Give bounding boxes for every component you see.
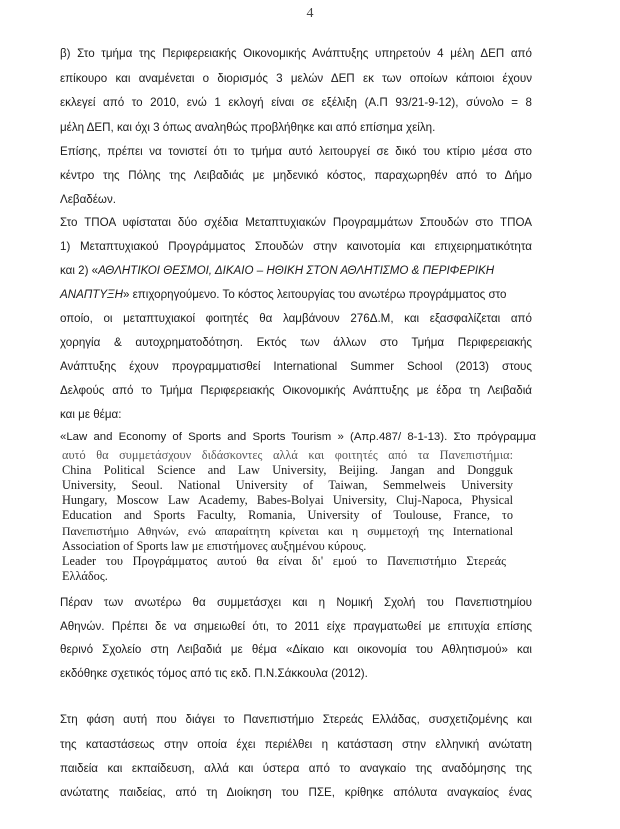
text-fragment: » επιχορηγούμενο. Το κόστος λειτουργίας του ανωτέρω προγράμματος στο [122,288,507,301]
text-line: Επίσης, πρέπει να τονιστεί ότι το τμήμα αυτό λειτουργεί σε δικό του κτίριο μέσα στο [60,145,532,158]
text-line: ανώτατης παιδείας, από τη Διοίκηση του ΠΣΕ, κρίθηκε απόλυτα αναγκαίος ένας [60,786,532,799]
text-line [60,264,494,277]
text-line: «Law and Economy of Sports and Sports Tourism » (Απρ.487/ 8-1-13). Στο πρόγραμμα [60,431,536,443]
text-line: κέντρο της Πόλης της Λειβαδιάς με μηδενικό κόστος, παραχωρηθέν από το Δήμο [60,169,532,182]
program-title: ΑΘΛΗΤΙΚΟΙ ΘΕΣΜΟΙ, ΔΙΚΑΙΟ – ΗΘΙΚΗ ΣΤΟΝ ΑΘΛΗΤΙΣΜΟ & ΠΕΡΙΦΕΡΙΚΗ [98,264,495,277]
text-line: China Political Science and Law University, Beijing. Jangan and Dongguk [62,463,513,477]
text-line: Πέραν των ανωτέρω θα συμμετάσχει και η Νομική Σχολή του Πανεπιστημίου [60,596,532,609]
text-line: μέλη ΔΕΠ, και όχι 3 όπως αναληθώς προβλήθηκε και από επίσημα χείλη. [60,121,436,134]
text-line [60,288,507,301]
text-line: Πανεπιστήμιο Αθηνών, ενώ απαραίτητη κρίνεται και η συμμετοχή της International [62,524,513,538]
text-line: Στο ΤΠΟΑ υφίσταται δύο σχέδια Μεταπτυχιακών Προγραμμάτων Σπουδών στο ΤΠΟΑ [60,216,532,229]
text-line: Education and Sports Faculty, Romania, University of Toulouse, France, το [62,508,513,522]
text-line: εκλεγεί από το 2010, ενώ 1 εκλογή είναι σε εξέλιξη (Α.Π 93/21-9-12), σύνολο = 8 [60,96,532,109]
page-number: 4 [306,6,314,21]
text-line: θερινό Σχολείο στη Λειβαδιά με θέμα «Δίκαιο και οικονομία του Αθλητισμού» και [60,643,532,656]
text-line: Αθηνών. Πρέπει δε να σημειωθεί ότι, το 2011 είχε πραγματωθεί με επιτυχία επίσης [60,620,532,633]
text-line: 1) Μεταπτυχιακού Προγράμματος Σπουδών στην καινοτομία και επιχειρηματικότητα [60,240,532,253]
program-title: ΑΝΑΠΤΥΞΗ [60,288,123,301]
text-fragment: και 2) « [60,264,99,277]
text-line: επίκουρο και αναμένεται ο διορισμός 3 μελών ΔΕΠ εκ των οποίων κάποιοι έχουν [60,72,532,85]
text-line: Λεβαδέων. [60,193,116,206]
text-line: Leader του Προγράμματος αυτού θα είναι δι' εμού το Πανεπιστήμιο Στερεάς [62,554,506,568]
text-line: Association of Sports law με επιστήμονες αυξημένου κύρους. [62,539,367,553]
text-line: της καταστάσεως στην οποία έχει περιέλθει η κατάσταση στην ελληνική ανώτατη [60,738,532,751]
text-line: οποίο, οι μεταπτυχιακοί φοιτητές θα λαμβάνουν 276Δ.Μ, και εξασφαλίζεται από [60,312,532,325]
text-line: εκδόθηκε σχετικός τόμος από τις εκδ. Π.Ν.Σάκκουλα (2012). [60,667,368,680]
text-line: Δελφούς από το Τμήμα Περιφερειακής Οικονομικής Ανάπτυξης με έδρα τη Λειβαδιά [60,384,532,397]
text-line: Hungary, Moscow Law Academy, Babes-Bolyai University, Cluj-Napoca, Physical [62,493,513,507]
text-line: χορηγία & αυτοχρηματοδότηση. Εκτός των άλλων στο Τμήμα Περιφερειακής [60,336,532,349]
text-line: β) Στο τμήμα της Περιφερειακής Οικονομικής Ανάπτυξης υπηρετούν 4 μέλη ΔΕΠ από [60,47,532,60]
text-line: και με θέμα: [60,408,122,421]
text-line: παιδεία και εκπαίδευση, αλλά και ύστερα από το αναγκαίο της αναδόμησης της [60,762,532,775]
text-line: Στη φάση αυτή που διάγει το Πανεπιστήμιο Στερεάς Ελλάδας, συσχετιζομένης και [60,713,532,726]
text-line: Ελλάδος. [62,569,108,583]
text-line: Ανάπτυξης έχουν προγραμματισθεί International Summer School (2013) στους [60,360,532,373]
text-line: University, Seoul. National University of Taiwan, Semmelweis University [62,478,513,492]
text-line: αυτό θα συμμετάσχουν διδάσκοντες αλλά και φοιτητές από τα Πανεπιστήμια: [62,448,513,462]
